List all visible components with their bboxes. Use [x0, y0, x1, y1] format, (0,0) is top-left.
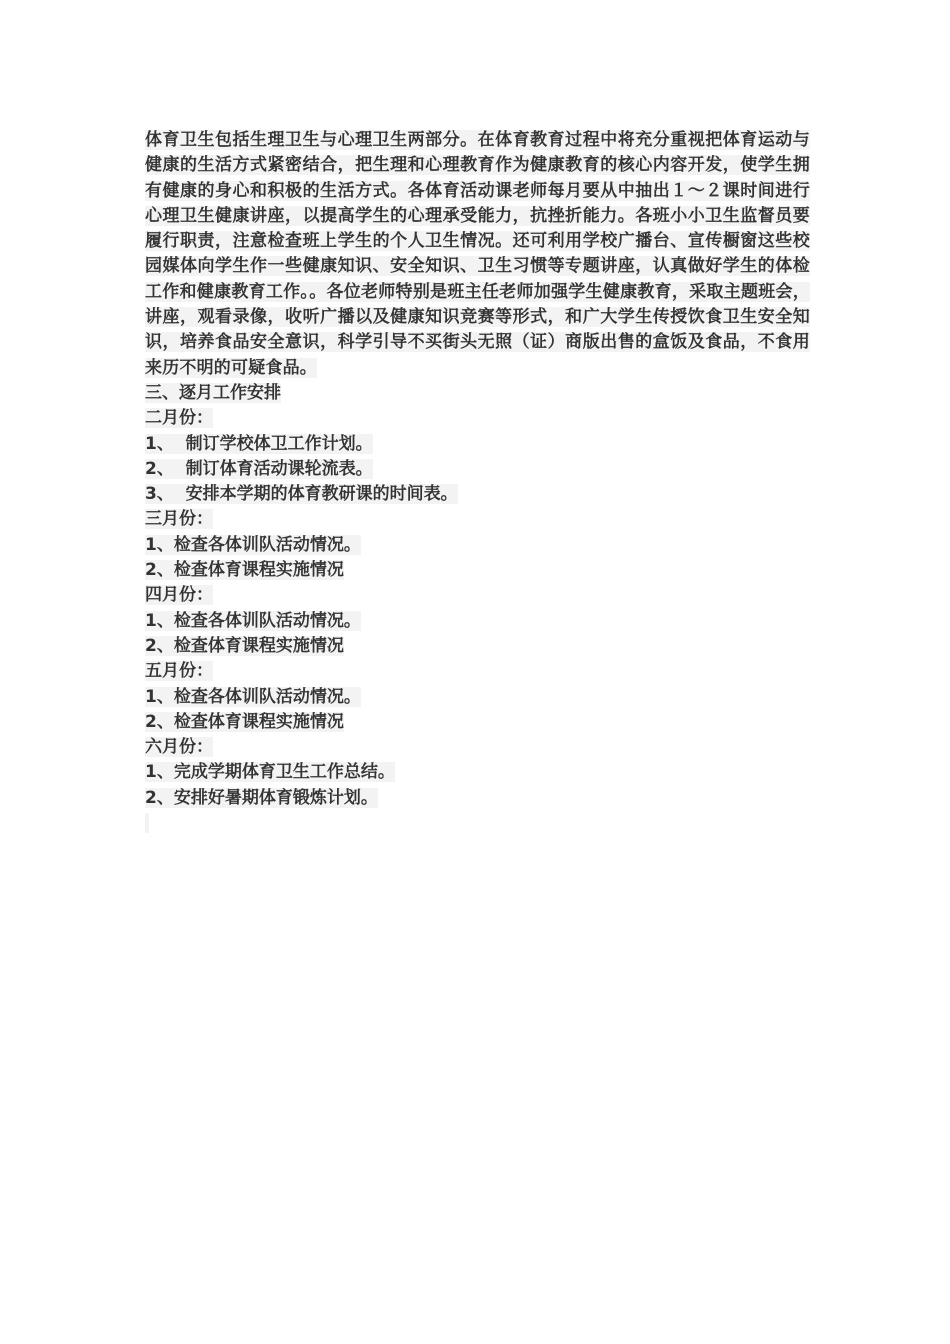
list-item: 1、检查各体训队活动情况。 [145, 686, 361, 707]
list-item: 1、检查各体训队活动情况。 [145, 534, 361, 555]
list-item: 1、 制订学校体卫工作计划。 [145, 433, 373, 454]
month-label: 三月份： [145, 509, 213, 530]
list-item: 1、完成学期体育卫生工作总结。 [145, 762, 395, 783]
list-item: 2、安排好暑期体育锻炼计划。 [145, 787, 378, 808]
empty-line-marker [145, 813, 149, 833]
intro-paragraph [145, 128, 810, 381]
month-label: 二月份： [145, 408, 213, 429]
month-label: 五月份： [145, 661, 213, 682]
list-item: 2、检查体育课程实施情况 [145, 711, 344, 732]
month-label: 四月份： [145, 585, 213, 606]
intro-paragraph-text: 体育卫生包括生理卫生与心理卫生两部分。在体育教育过程中将充分重视把体育运动与健康的生活方式紧密结合，把生理和心理教育作为健康教育的核心内容开发，使学生拥有健康的身心和积极的生活方式。各体育活动课老师每月要从中抽出１～２课时间进行心理卫生健康讲座，以提高学生的心理承受能力，抗挫折能力。各班小小卫生监督员要履行职责，注意检查班上学生的个人卫生情况。还可利用学校广播台、宣传橱窗这些校园媒体向学生作一些健康知识、安全知识、卫生习惯等专题讲座，认真做好学生的体检工作和健康教育工作。。各位老师特别是班主任老师加强学生健康教育，采取主题班会，讲座，观看录像，收听广播以及健康知识竞赛等形式，和广大学生传授饮食卫生安全知识，培养食品安全意识，科学引导不买街头无照（证）商版出售的盒饭及食品，不食用来历不明的可疑食品。 [145, 130, 810, 378]
list-item: 1、检查各体训队活动情况。 [145, 610, 361, 631]
list-item: 2、检查体育课程实施情况 [145, 635, 344, 656]
list-item: 2、 制订体育活动课轮流表。 [145, 458, 373, 479]
list-item: 2、检查体育课程实施情况 [145, 560, 344, 581]
list-item: 3、 安排本学期的体育教研课的时间表。 [145, 484, 458, 505]
month-label: 六月份： [145, 737, 213, 758]
document-body [145, 128, 810, 836]
empty-line [145, 811, 810, 836]
section-heading: 三、逐月工作安排 [145, 382, 281, 403]
